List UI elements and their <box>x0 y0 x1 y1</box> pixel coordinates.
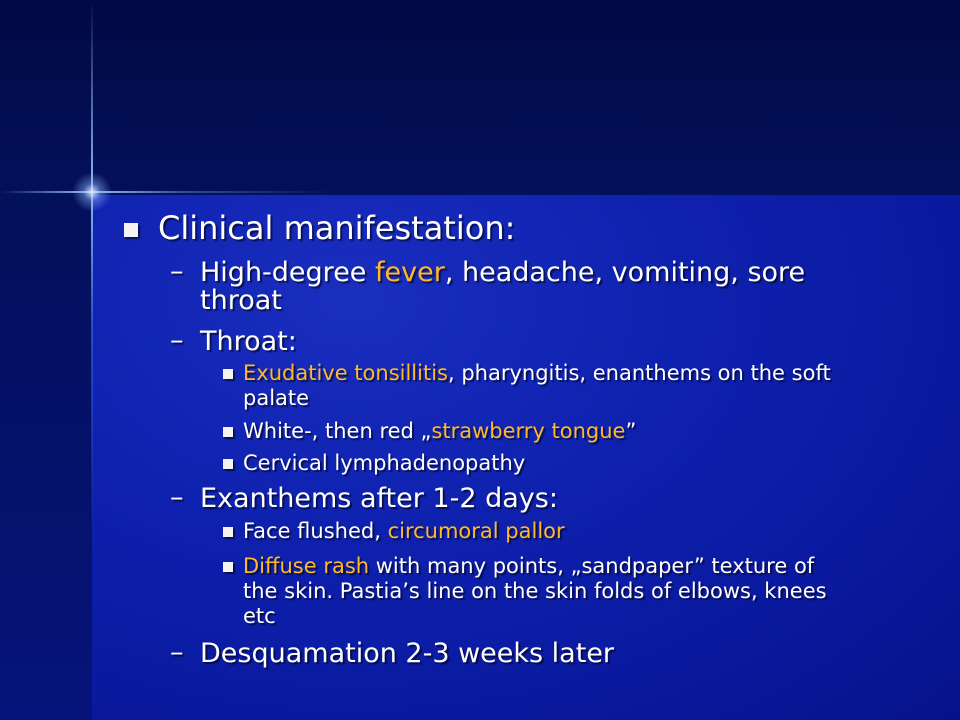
highlight-strawberry-tongue: strawberry tongue <box>431 419 626 443</box>
text-span: with many points, „sandpaper” texture of <box>369 554 815 578</box>
text-span: Face flushed, <box>243 519 388 543</box>
square-bullet-icon <box>223 459 233 469</box>
subheading-throat: Throat: <box>200 326 297 357</box>
dash-bullet: – <box>170 256 184 287</box>
exanthem-finding-1 <box>243 519 565 543</box>
symptoms-line-2: throat <box>200 285 282 316</box>
throat-finding-1-line-1 <box>243 361 831 385</box>
throat-finding-2 <box>243 419 636 443</box>
text-span: High-degree <box>200 257 375 288</box>
exanthem-finding-2-line-2: the skin. Pastia’s line on the skin folds of elbows, knees <box>243 579 827 603</box>
text-span: White-, then red „ <box>243 419 432 443</box>
square-bullet-icon <box>223 562 233 572</box>
exanthem-finding-2-line-3: etc <box>243 604 276 628</box>
text-span: , pharyngitis, enanthems on the soft <box>447 361 831 385</box>
highlight-circumoral-pallor: circumoral pallor <box>387 519 565 543</box>
square-bullet-icon <box>223 527 233 537</box>
throat-finding-1-line-2: palate <box>243 386 310 410</box>
square-bullet-icon <box>223 369 233 379</box>
throat-finding-3: Cervical lymphadenopathy <box>243 451 526 475</box>
text-span: , headache, vomiting, sore <box>444 257 806 288</box>
dash-bullet: – <box>170 482 184 513</box>
square-bullet-icon <box>124 223 138 237</box>
desquamation-line: Desquamation 2-3 weeks later <box>200 638 615 669</box>
square-bullet-icon <box>223 427 233 437</box>
symptoms-line-1 <box>200 257 805 288</box>
exanthem-finding-2-line-1 <box>243 554 814 578</box>
highlight-fever: fever <box>375 257 445 288</box>
heading-clinical-manifestation: Clinical manifestation: <box>158 209 516 247</box>
dash-bullet: – <box>170 637 184 668</box>
subheading-exanthems: Exanthems after 1-2 days: <box>200 483 558 514</box>
dash-bullet: – <box>170 325 184 356</box>
highlight-diffuse-rash: Diffuse rash <box>243 554 370 578</box>
highlight-exudative-tonsillitis: Exudative tonsillitis <box>243 361 448 385</box>
text-span: ” <box>625 419 637 443</box>
